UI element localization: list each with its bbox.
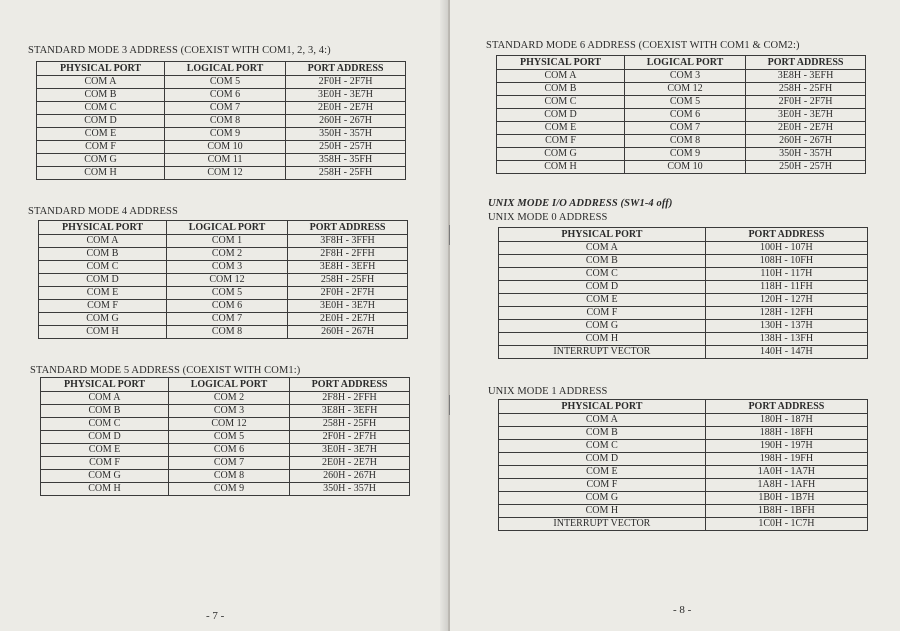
table-cell: 138H - 13FH [705,333,867,346]
table-cell: COM B [497,83,625,96]
table-cell: 110H - 117H [705,268,867,281]
table-cell: COM G [499,492,706,505]
table-row [499,453,868,466]
table-cell: 2F8H - 2FFH [288,248,408,261]
table-row [499,505,868,518]
table-cell: COM F [497,135,625,148]
table-cell: COM 8 [169,470,290,483]
table-cell: 1A0H - 1A7H [705,466,867,479]
column-header: PHYSICAL PORT [499,400,706,414]
table-row [497,70,866,83]
table-row [39,287,408,300]
table-cell: COM 12 [169,418,290,431]
header-row [497,56,866,70]
table-row [497,161,866,174]
table-cell: COM H [39,326,167,339]
table-cell: 350H - 357H [290,483,410,496]
table-cell: 190H - 197H [705,440,867,453]
table-cell: 250H - 257H [746,161,866,174]
table-row [499,320,868,333]
table-row [41,470,410,483]
table-cell: 260H - 267H [288,326,408,339]
table-row [39,300,408,313]
table-row [499,333,868,346]
header-row [39,221,408,235]
table-cell: COM 5 [169,431,290,444]
table-cell: 260H - 267H [286,115,406,128]
table-cell: COM 10 [625,161,746,174]
table-cell: 3E8H - 3EFH [290,405,410,418]
table-cell: COM 3 [169,405,290,418]
table-cell: COM G [37,154,165,167]
table-row [41,457,410,470]
table-row [499,242,868,255]
header-row [41,378,410,392]
table-row [499,281,868,294]
table-cell: COM D [41,431,169,444]
left-page [0,0,448,631]
table-cell: COM 7 [165,102,286,115]
table-cell: COM H [499,505,706,518]
table-cell: COM H [499,333,706,346]
column-header: PORT ADDRESS [705,400,867,414]
column-header: PORT ADDRESS [705,228,867,242]
table-cell: COM G [39,313,167,326]
table-row [39,274,408,287]
column-header: PHYSICAL PORT [41,378,169,392]
table-cell: 350H - 357H [746,148,866,161]
column-header: LOGICAL PORT [169,378,290,392]
table-cell: COM 7 [167,313,288,326]
table-cell: COM B [41,405,169,418]
table-cell: COM 3 [625,70,746,83]
table-row [41,405,410,418]
table-cell: 100H - 107H [705,242,867,255]
table-cell: 350H - 357H [286,128,406,141]
table-cell: 258H - 25FH [286,167,406,180]
table-cell: COM 12 [167,274,288,287]
table-cell: 258H - 25FH [290,418,410,431]
table-cell: 258H - 25FH [288,274,408,287]
table-row [497,148,866,161]
mode5-table [40,377,410,496]
table-cell: COM 6 [169,444,290,457]
table-cell: 258H - 25FH [746,83,866,96]
table-cell: COM 2 [169,392,290,405]
table-cell: COM F [37,141,165,154]
table-cell: COM 5 [165,76,286,89]
mode3-title: STANDARD MODE 3 ADDRESS (COEXIST WITH COM1, 2, 3, 4:) [28,45,331,56]
header-row [499,400,868,414]
table-cell: 2F0H - 2F7H [290,431,410,444]
table-cell: 1A8H - 1AFH [705,479,867,492]
table-cell: COM G [41,470,169,483]
table-row [39,248,408,261]
table-cell: COM A [499,242,706,255]
table-cell: COM 3 [167,261,288,274]
table-row [37,115,406,128]
header-row [499,228,868,242]
table-cell: COM 2 [167,248,288,261]
table-cell: 2E0H - 2E7H [286,102,406,115]
table-cell: COM H [497,161,625,174]
table-cell: INTERRUPT VECTOR [499,346,706,359]
table-row [37,76,406,89]
table-cell: COM E [499,466,706,479]
table-cell: COM B [39,248,167,261]
table-cell: 3E0H - 3E7H [286,89,406,102]
page-number-7: - 7 - [206,610,225,622]
table-cell: COM F [499,479,706,492]
table-cell: COM B [499,255,706,268]
table-cell: 118H - 11FH [705,281,867,294]
table-row [41,431,410,444]
table-cell: COM 8 [625,135,746,148]
table-cell: 2E0H - 2E7H [290,457,410,470]
table-row [499,307,868,320]
table-cell: COM 5 [167,287,288,300]
table-cell: COM 11 [165,154,286,167]
table-cell: 180H - 187H [705,414,867,427]
table-row [41,444,410,457]
table-row [37,89,406,102]
table-cell: INTERRUPT VECTOR [499,518,706,531]
table-cell: COM D [499,281,706,294]
table-cell: COM 12 [625,83,746,96]
mode4-table [38,220,408,339]
table-cell: COM D [37,115,165,128]
table-row [499,294,868,307]
column-header: PORT ADDRESS [288,221,408,235]
table-cell: COM B [499,427,706,440]
table-cell: COM C [41,418,169,431]
table-cell: COM F [41,457,169,470]
header-row [37,62,406,76]
table-row [37,128,406,141]
table-row [39,261,408,274]
unix-mode0-title: UNIX MODE 0 ADDRESS [488,212,608,223]
table-cell: COM 1 [167,235,288,248]
table-cell: COM A [37,76,165,89]
table-cell: 2F8H - 2FFH [290,392,410,405]
table-cell: COM B [37,89,165,102]
table-row [497,109,866,122]
column-header: PORT ADDRESS [290,378,410,392]
table-cell: 1B0H - 1B7H [705,492,867,505]
table-row [41,392,410,405]
table-row [39,235,408,248]
table-cell: COM D [497,109,625,122]
table-cell: COM G [499,320,706,333]
column-header: PHYSICAL PORT [499,228,706,242]
table-cell: COM E [499,294,706,307]
table-cell: COM 9 [165,128,286,141]
table-row [499,255,868,268]
table-cell: 2F0H - 2F7H [288,287,408,300]
column-header: PHYSICAL PORT [37,62,165,76]
mode5-title: STANDARD MODE 5 ADDRESS (COEXIST WITH COM1:) [30,365,301,376]
table-cell: 3E0H - 3E7H [290,444,410,457]
column-header: LOGICAL PORT [167,221,288,235]
table-cell: COM 10 [165,141,286,154]
table-row [499,492,868,505]
table-cell: COM C [497,96,625,109]
table-row [497,96,866,109]
table-row [499,346,868,359]
table-cell: 120H - 127H [705,294,867,307]
table-row [497,83,866,96]
table-cell: COM E [497,122,625,135]
table-cell: COM 6 [625,109,746,122]
table-row [37,102,406,115]
table-row [37,154,406,167]
table-cell: COM 6 [167,300,288,313]
table-cell: 2F0H - 2F7H [746,96,866,109]
table-cell: COM A [41,392,169,405]
table-cell: 2E0H - 2E7H [288,313,408,326]
table-cell: 1B8H - 1BFH [705,505,867,518]
table-cell: 3E8H - 3EFH [288,261,408,274]
table-cell: 3F8H - 3FFH [288,235,408,248]
table-row [497,122,866,135]
mode6-title: STANDARD MODE 6 ADDRESS (COEXIST WITH COM1 & COM2:) [486,40,800,51]
table-cell: COM F [39,300,167,313]
mode6-table [496,55,866,174]
table-cell: 250H - 257H [286,141,406,154]
table-cell: COM 8 [165,115,286,128]
table-cell: COM A [499,414,706,427]
unix-mode1-title: UNIX MODE 1 ADDRESS [488,386,608,397]
column-header: PORT ADDRESS [746,56,866,70]
table-cell: 108H - 10FH [705,255,867,268]
table-cell: COM 8 [167,326,288,339]
table-cell: COM G [497,148,625,161]
table-cell: COM 9 [169,483,290,496]
table-cell: COM 7 [625,122,746,135]
table-cell: COM F [499,307,706,320]
table-cell: 2E0H - 2E7H [746,122,866,135]
table-cell: 188H - 18FH [705,427,867,440]
table-cell: 128H - 12FH [705,307,867,320]
table-cell: COM D [499,453,706,466]
table-row [499,268,868,281]
unix-mode0-table [498,227,868,359]
table-cell: COM A [39,235,167,248]
table-row [37,141,406,154]
table-row [499,479,868,492]
mode4-title: STANDARD MODE 4 ADDRESS [28,206,178,217]
table-cell: COM E [39,287,167,300]
table-cell: 358H - 35FH [286,154,406,167]
table-cell: COM C [499,268,706,281]
column-header: PHYSICAL PORT [497,56,625,70]
table-row [499,440,868,453]
table-cell: COM E [37,128,165,141]
table-row [39,313,408,326]
table-row [499,427,868,440]
table-cell: 260H - 267H [746,135,866,148]
table-cell: 2F0H - 2F7H [286,76,406,89]
table-cell: 3E0H - 3E7H [746,109,866,122]
table-cell: 3E8H - 3EFH [746,70,866,83]
table-cell: COM 9 [625,148,746,161]
table-cell: COM D [39,274,167,287]
table-row [499,518,868,531]
mode3-table [36,61,406,180]
table-cell: 1C0H - 1C7H [705,518,867,531]
table-cell: COM 12 [165,167,286,180]
table-cell: COM 6 [165,89,286,102]
table-cell: COM H [37,167,165,180]
table-row [499,466,868,479]
table-row [499,414,868,427]
table-cell: 140H - 147H [705,346,867,359]
table-row [37,167,406,180]
table-row [41,418,410,431]
column-header: PORT ADDRESS [286,62,406,76]
table-cell: COM A [497,70,625,83]
table-cell: COM H [41,483,169,496]
table-cell: 198H - 19FH [705,453,867,466]
table-cell: 130H - 137H [705,320,867,333]
column-header: PHYSICAL PORT [39,221,167,235]
table-cell: COM C [499,440,706,453]
table-cell: COM C [39,261,167,274]
page-number-8: - 8 - [673,604,692,616]
table-cell: COM E [41,444,169,457]
right-page [450,0,900,631]
column-header: LOGICAL PORT [165,62,286,76]
unix-mode1-table [498,399,868,531]
table-cell: COM C [37,102,165,115]
table-cell: 3E0H - 3E7H [288,300,408,313]
table-row [39,326,408,339]
column-header: LOGICAL PORT [625,56,746,70]
table-cell: COM 5 [625,96,746,109]
table-row [41,483,410,496]
unix-mode-heading: UNIX MODE I/O ADDRESS (SW1-4 off) [488,198,673,209]
table-cell: COM 7 [169,457,290,470]
table-cell: 260H - 267H [290,470,410,483]
table-row [497,135,866,148]
